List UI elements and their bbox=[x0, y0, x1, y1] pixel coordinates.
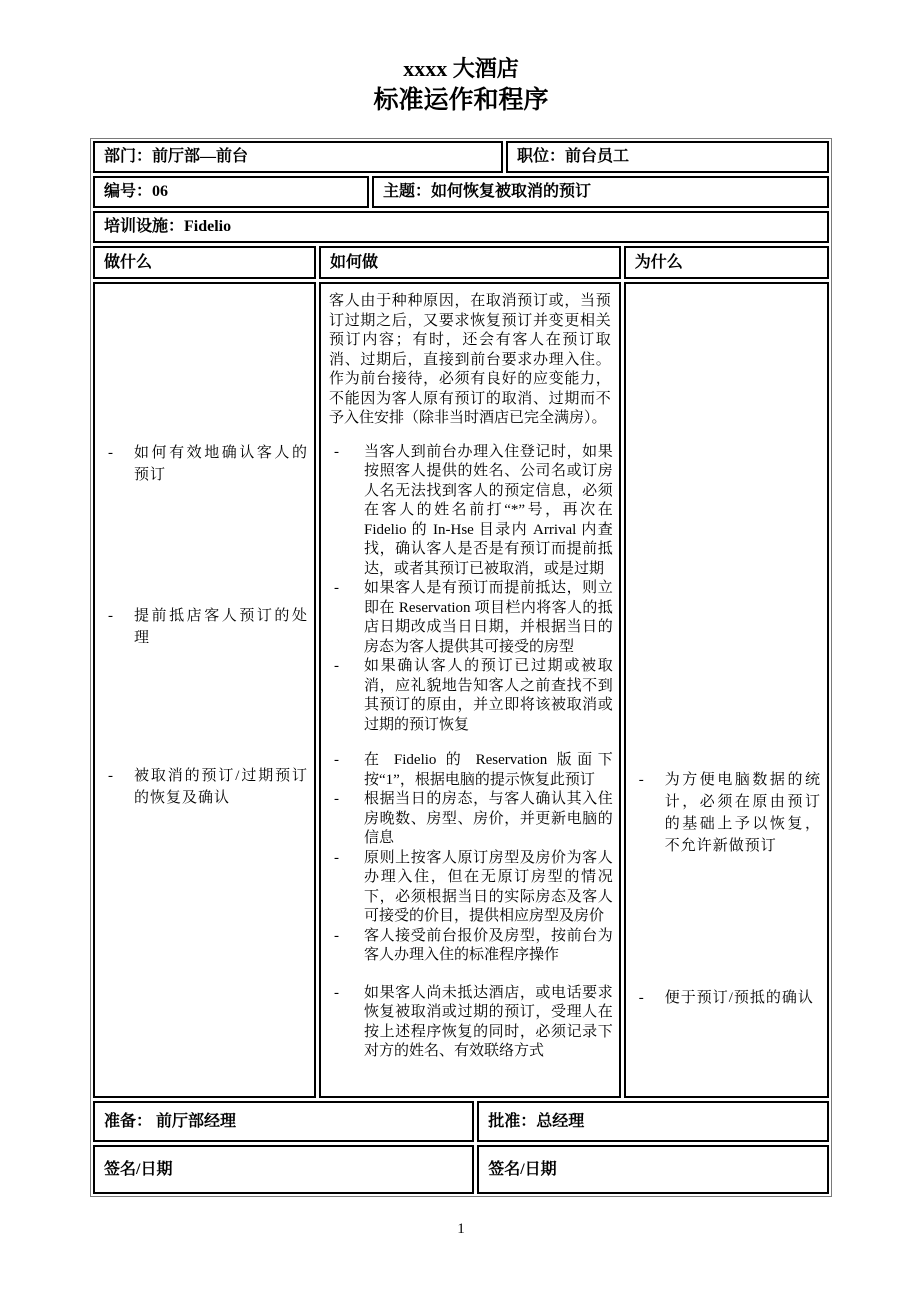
list-item bbox=[327, 751, 613, 790]
bullet-dash: - bbox=[334, 927, 339, 944]
bullet-dash: - bbox=[334, 752, 339, 768]
info-row-number bbox=[93, 176, 829, 208]
how-item-text: 原则上按客人原订房型及房价为客人办理入住，但在无原订房型的情况下，必须根据当日的实际房态及客人可接受的价目，提供相应房型及房价 bbox=[364, 849, 613, 924]
page-number: 1 bbox=[457, 1221, 465, 1237]
bullet-dash: - bbox=[638, 772, 644, 788]
list-item bbox=[101, 442, 308, 486]
list-item bbox=[101, 605, 308, 649]
info-row-department bbox=[93, 141, 829, 173]
sop-table bbox=[90, 138, 832, 1197]
why-item-text: 为方便电脑数据的统计，必须在原由预订的基础上予以恢复，不允许新做预订 bbox=[664, 772, 821, 854]
bullet-dash: - bbox=[334, 791, 339, 807]
bullet-dash: - bbox=[334, 658, 339, 674]
how-item-text: 当客人到前台办理入住登记时，如果按照客人提供的姓名、公司名或订房人名无法找到客人的预定信息，必须在客人的姓名前打“*”号，再次在 Fidelio 的 In-Hse 目录内 Arrival 内查找，确认客人是否是有预订而提前抵达，或者其预订已被取消，或是过期 bbox=[364, 443, 613, 577]
title-block bbox=[90, 54, 832, 118]
what-item-text: 提前抵店客人预订的处理 bbox=[134, 608, 308, 646]
bullet-dash: - bbox=[334, 849, 339, 866]
approval-row bbox=[93, 1101, 829, 1142]
how-item-text: 根据当日的房态，与客人确认其入住房晚数、房型、房价，并更新电脑的信息 bbox=[364, 791, 613, 846]
number-cell: 编号：06 bbox=[93, 176, 369, 208]
header-why: 为什么 bbox=[624, 246, 829, 279]
list-item bbox=[327, 927, 613, 966]
why-column-cell bbox=[624, 282, 829, 1098]
how-item-text: 如果客人是有预订而提前抵达，则立即在 Reservation 项目栏内将客人的抵店日期改成当日日期，并根据当日的房态为客人提供其可接受的房型 bbox=[364, 580, 613, 655]
facility-cell: 培训设施：Fidelio bbox=[93, 211, 829, 243]
bullet-dash: - bbox=[638, 990, 644, 1006]
how-intro-paragraph: 客人由于种种原因，在取消预订或，当预订过期之后，又要求恢复预订并变更相关预订内容；有时，还会有客人在预订取消、过期后，直接到前台要求办理入住。作为前台接待，必须有良好的应变能力，不能因为客人原有预订的取消、过期而不予入住安排（除非当时酒店已完全满房）。 bbox=[329, 293, 611, 426]
what-item-text: 如何有效地确认客人的预订 bbox=[134, 445, 308, 483]
bullet-dash: - bbox=[334, 443, 339, 460]
how-item-text: 如果客人尚未抵达酒店，或电话要求恢复被取消或过期的预订，受理人在按上述程序恢复的同时，必须记录下对方的姓名、有效联络方式 bbox=[364, 984, 613, 1059]
list-item bbox=[101, 765, 308, 809]
signature-row bbox=[93, 1145, 829, 1194]
approved-by-cell: 批准：总经理 bbox=[477, 1101, 829, 1142]
how-item-text: 在 Fidelio 的 Reservation 版面下按“1”，根据电脑的提示恢复此预订 bbox=[364, 752, 613, 788]
list-item bbox=[632, 987, 821, 1009]
bullet-dash: - bbox=[108, 608, 113, 624]
bullet-dash: - bbox=[108, 445, 113, 461]
department-cell: 部门：前厅部—前台 bbox=[93, 141, 503, 173]
hotel-name-title: xxxx 大酒店 bbox=[403, 56, 519, 81]
list-item bbox=[632, 769, 821, 857]
list-item bbox=[327, 849, 613, 927]
bullet-dash: - bbox=[108, 768, 113, 784]
how-item-text: 客人接受前台报价及房型，按前台为客人办理入住的标准程序操作 bbox=[364, 927, 613, 963]
what-column-cell bbox=[93, 282, 316, 1098]
position-cell: 职位：前台员工 bbox=[506, 141, 829, 173]
bullet-dash: - bbox=[334, 984, 339, 1001]
why-item-text: 便于预订/预抵的确认 bbox=[664, 990, 814, 1006]
bullet-dash: - bbox=[334, 580, 339, 596]
info-row-facility bbox=[93, 211, 829, 243]
document-title: 标准运作和程序 bbox=[373, 87, 549, 114]
subject-cell: 主题：如何恢复被取消的预订 bbox=[372, 176, 829, 208]
what-item-text: 被取消的预订/过期预订的恢复及确认 bbox=[134, 768, 308, 806]
how-item-text: 如果确认客人的预订已过期或被取消，应礼貌地告知客人之前查找不到其预订的原由，并立即将该被取消或过期的预订恢复 bbox=[364, 658, 613, 733]
list-item bbox=[327, 443, 613, 580]
list-item bbox=[327, 984, 613, 1062]
list-item bbox=[327, 579, 613, 657]
list-item bbox=[327, 790, 613, 849]
signature-date-right-cell: 签名/日期 bbox=[477, 1145, 829, 1194]
how-column-cell bbox=[319, 282, 621, 1098]
header-how: 如何做 bbox=[319, 246, 621, 279]
list-item bbox=[327, 657, 613, 735]
signature-date-left-cell: 签名/日期 bbox=[93, 1145, 474, 1194]
column-header-row bbox=[93, 246, 829, 279]
prepared-by-cell: 准备： 前厅部经理 bbox=[93, 1101, 474, 1142]
header-what: 做什么 bbox=[93, 246, 316, 279]
body-row bbox=[93, 282, 829, 1098]
